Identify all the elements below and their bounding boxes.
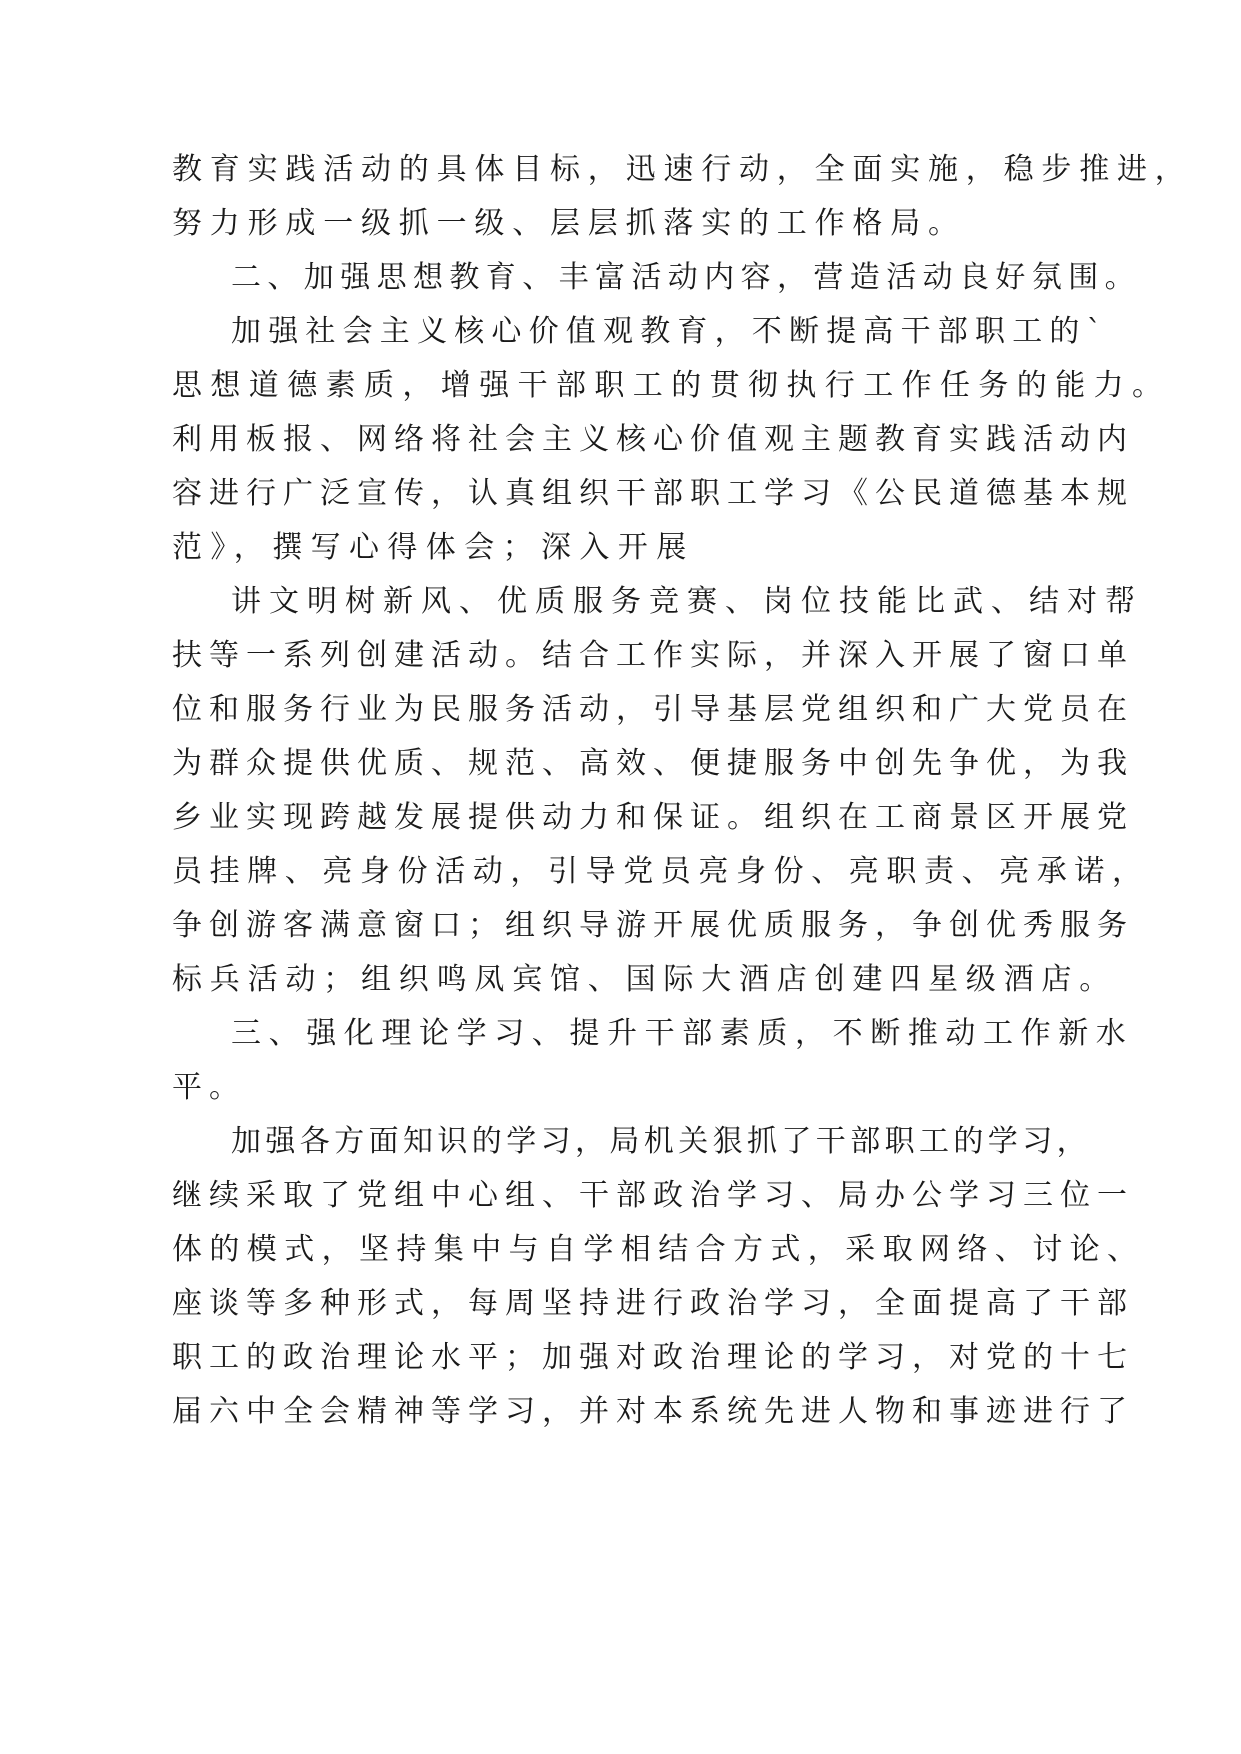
text-line: [0, 844, 1241, 900]
text-line: [0, 466, 1241, 522]
line-text: 平。: [172, 1070, 246, 1105]
line-text: 思想道德素质，增强干部职工的贯彻执行工作任务的能力。: [172, 368, 1171, 403]
line-text: 标兵活动；组织鸣凤宾馆、国际大酒店创建四星级酒店。: [172, 962, 1117, 997]
line-text: 职工的政治理论水平；加强对政治理论的学习，对党的十七: [172, 1340, 1134, 1375]
text-line: [0, 1330, 1241, 1386]
line-text: 加强各方面知识的学习，局机关狠抓了干部职工的学习，: [231, 1124, 1091, 1159]
line-text: 届六中全会精神等学习，并对本系统先进人物和事迹进行了: [172, 1394, 1134, 1429]
line-text: 讲文明树新风、优质服务竞赛、岗位技能比武、结对帮: [231, 584, 1143, 619]
text-line: [0, 304, 1241, 360]
text-line: [0, 1168, 1241, 1224]
text-line: [0, 898, 1241, 954]
text-line: [0, 1114, 1241, 1170]
line-text: 利用板报、网络将社会主义核心价值观主题教育实践活动内: [172, 422, 1134, 457]
text-line: [0, 736, 1241, 792]
line-text: 座谈等多种形式，每周坚持进行政治学习，全面提高了干部: [172, 1286, 1134, 1321]
text-line: [0, 250, 1241, 306]
text-line: [0, 1060, 1241, 1116]
text-line: [0, 952, 1241, 1008]
line-text: 加强社会主义核心价值观教育，不断提高干部职工的`: [231, 314, 1109, 349]
text-line: [0, 1006, 1241, 1062]
text-line: [0, 1384, 1241, 1440]
line-text: 继续采取了党组中心组、干部政治学习、局办公学习三位一: [172, 1178, 1134, 1213]
line-text: 努力形成一级抓一级、层层抓落实的工作格局。: [172, 206, 966, 241]
line-text: 二、加强思想教育、丰富活动内容，营造活动良好氛围。: [231, 260, 1141, 295]
line-text: 三、强化理论学习、提升干部素质，不断推动工作新水: [231, 1016, 1134, 1051]
line-text: 范》，撰写心得体会；深入开展: [172, 530, 695, 565]
line-text: 教育实践活动的具体目标，迅速行动，全面实施，稳步推进，: [172, 152, 1193, 187]
text-line: [0, 1276, 1241, 1332]
text-line: [0, 142, 1241, 198]
text-line: [0, 358, 1241, 414]
text-line: [0, 682, 1241, 738]
line-text: 争创游客满意窗口；组织导游开展优质服务，争创优秀服务: [172, 908, 1134, 943]
line-text: 为群众提供优质、规范、高效、便捷服务中创先争优，为我: [172, 746, 1134, 781]
text-line: [0, 790, 1241, 846]
text-line: [0, 628, 1241, 684]
text-line: [0, 1222, 1241, 1278]
text-line: [0, 574, 1241, 630]
text-line: [0, 520, 1241, 576]
text-line: [0, 412, 1241, 468]
line-text: 位和服务行业为民服务活动，引导基层党组织和广大党员在: [172, 692, 1134, 727]
line-text: 乡业实现跨越发展提供动力和保证。组织在工商景区开展党: [172, 800, 1134, 835]
text-line: [0, 196, 1241, 252]
line-text: 扶等一系列创建活动。结合工作实际，并深入开展了窗口单: [172, 638, 1134, 673]
line-text: 容进行广泛宣传，认真组织干部职工学习《公民道德基本规: [172, 476, 1134, 511]
line-text: 员挂牌、亮身份活动，引导党员亮身份、亮职责、亮承诺，: [172, 854, 1150, 889]
line-text: 体的模式，坚持集中与自学相结合方式，采取网络、讨论、: [172, 1232, 1145, 1267]
